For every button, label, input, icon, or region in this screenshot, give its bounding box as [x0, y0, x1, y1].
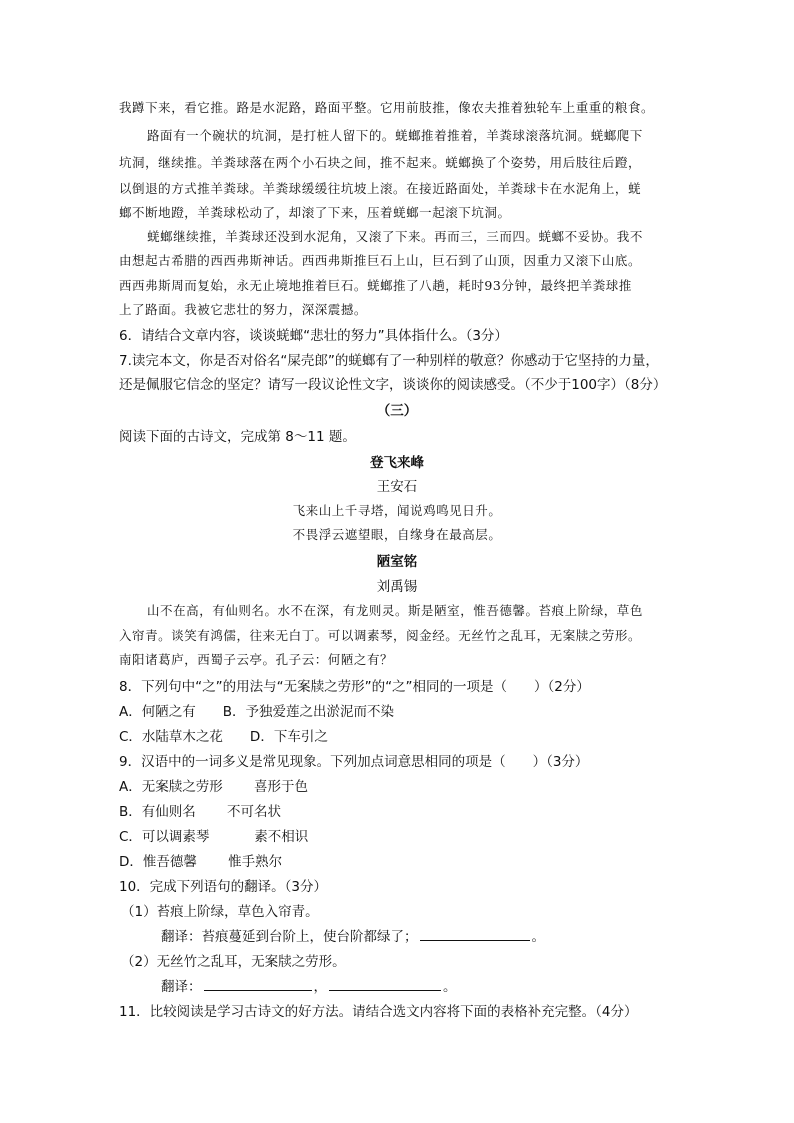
essay-title: 陋室铭: [376, 554, 418, 570]
question-11: 11．比较阅读是学习古诗文的好方法。请结合选文内容将下面的表格补充完整。（4分）: [119, 1004, 638, 1020]
question-9-option: C．可以调素琴 素不相识: [119, 829, 309, 845]
question-9-option: A．无案牍之劳形 喜形于色: [119, 779, 309, 795]
question-7-line-1: 7.读完本文，你是否对俗名“屎壳郎”的蜣螂有了一种别样的敬意？你感动于它坚持的力量，: [119, 353, 659, 369]
period-mark: 。: [531, 929, 545, 945]
poem-title: 登飞来峰: [370, 455, 424, 471]
essay-line: 山不在高，有仙则名。水不在深，有龙则灵。斯是陋室，惟吾德馨。苔痕上阶绿，草色: [147, 603, 643, 618]
passage-line: 我蹲下来，看它推。路是水泥路，路面平整。它用前肢推，像农夫推着独轮车上重重的粮食。: [119, 100, 655, 115]
question-10-stem: 10．完成下列语句的翻译。（3分）: [119, 879, 328, 895]
question-10-item-2: （2）无丝竹之乱耳，无案牍之劳形。: [121, 954, 346, 970]
poem-line: 飞来山上千寻塔，闻说鸡鸣见日升。: [292, 503, 502, 518]
translation-1-text: 翻译：苔痕蔓延到台阶上，使台阶都绿了；: [161, 929, 418, 945]
poem-line: 不畏浮云遮望眼，自缘身在最高层。: [292, 527, 502, 542]
question-10-item-1: （1）苔痕上阶绿，草色入帘青。: [121, 904, 319, 920]
essay-author: 刘禹锡: [376, 579, 418, 595]
passage-line: 螂不断地蹬，羊粪球松动了，却滚了下来，压着蜣螂一起滚下坑洞。: [119, 205, 511, 220]
comma-mark: ，: [313, 979, 327, 995]
question-9-option: D．惟吾德馨 惟手熟尔: [119, 854, 283, 870]
passage-line: 坑洞，继续推。羊粪球落在两个小石块之间，推不起来。蜣螂换了个姿势，用后肢往后蹬，: [119, 155, 642, 170]
answer-blank[interactable]: [420, 926, 530, 941]
passage-line: 以倒退的方式推羊粪球。羊粪球缓缓往坑坡上滚。在接近路面处，羊粪球卡在水泥角上，蜣: [119, 181, 642, 196]
question-7-line-2: 还是佩服它信念的坚定？请写一段议论性文字，谈谈你的阅读感受。（不少于100字）（8分）: [119, 377, 667, 393]
answer-blank[interactable]: [329, 976, 441, 991]
passage-line: 路面有一个碗状的坑洞，是打桩人留下的。蜣螂推着推着，羊粪球滚落坑洞。蜣螂爬下: [147, 128, 643, 143]
question-10-translation-2: [161, 975, 457, 995]
question-9-option: B．有仙则名 不可名状: [119, 804, 282, 820]
passage-line: 蜣螂继续推，羊粪球还没到水泥角，又滚了下来。再而三，三而四。蜣螂不妥协。我不: [147, 229, 643, 244]
passage-line: 上了路面。我被它悲壮的努力，深深震撼。: [119, 302, 367, 317]
essay-line: 入帘青。谈笑有鸿儒，往来无白丁。可以调素琴，阅金经。无丝竹之乱耳，无案牍之劳形。: [119, 628, 642, 643]
poem-author: 王安石: [376, 479, 418, 495]
section-intro: 阅读下面的古诗文，完成第 8～11 题。: [119, 429, 356, 445]
question-8-options: A．何陋之有 B．予独爱莲之出淤泥而不染: [119, 704, 394, 720]
translation-2-label: 翻译：: [161, 979, 202, 995]
passage-line: 西西弗斯周而复始，永无止境地推着巨石。蜣螂推了八趟，耗时93分钟，最终把羊粪球推: [119, 278, 632, 293]
period-mark: 。: [443, 979, 457, 995]
essay-line: 南阳诸葛庐，西蜀子云亭。孔子云：何陋之有？: [119, 652, 394, 667]
passage-line: 由想起古希腊的西西弗斯神话。西西弗斯推巨石上山，巨石到了山顶，因重力又滚下山底。: [119, 253, 642, 268]
question-8-stem: 8．下列句中“之”的用法与“无案牍之劳形”的“之”相同的一项是（ ）（2分）: [119, 679, 590, 695]
question-6: 6．请结合文章内容，谈谈蜣螂“悲壮的努力”具体指什么。（3分）: [119, 328, 508, 344]
question-9-stem: 9．汉语中的一词多义是常见现象。下列加点词意思相同的项是（ ）（3分）: [119, 754, 589, 770]
section-heading: （三）: [376, 403, 418, 419]
answer-blank[interactable]: [204, 976, 312, 991]
question-10-translation-1: [161, 925, 545, 945]
question-8-options: C．水陆草木之花 D．下车引之: [119, 729, 328, 745]
